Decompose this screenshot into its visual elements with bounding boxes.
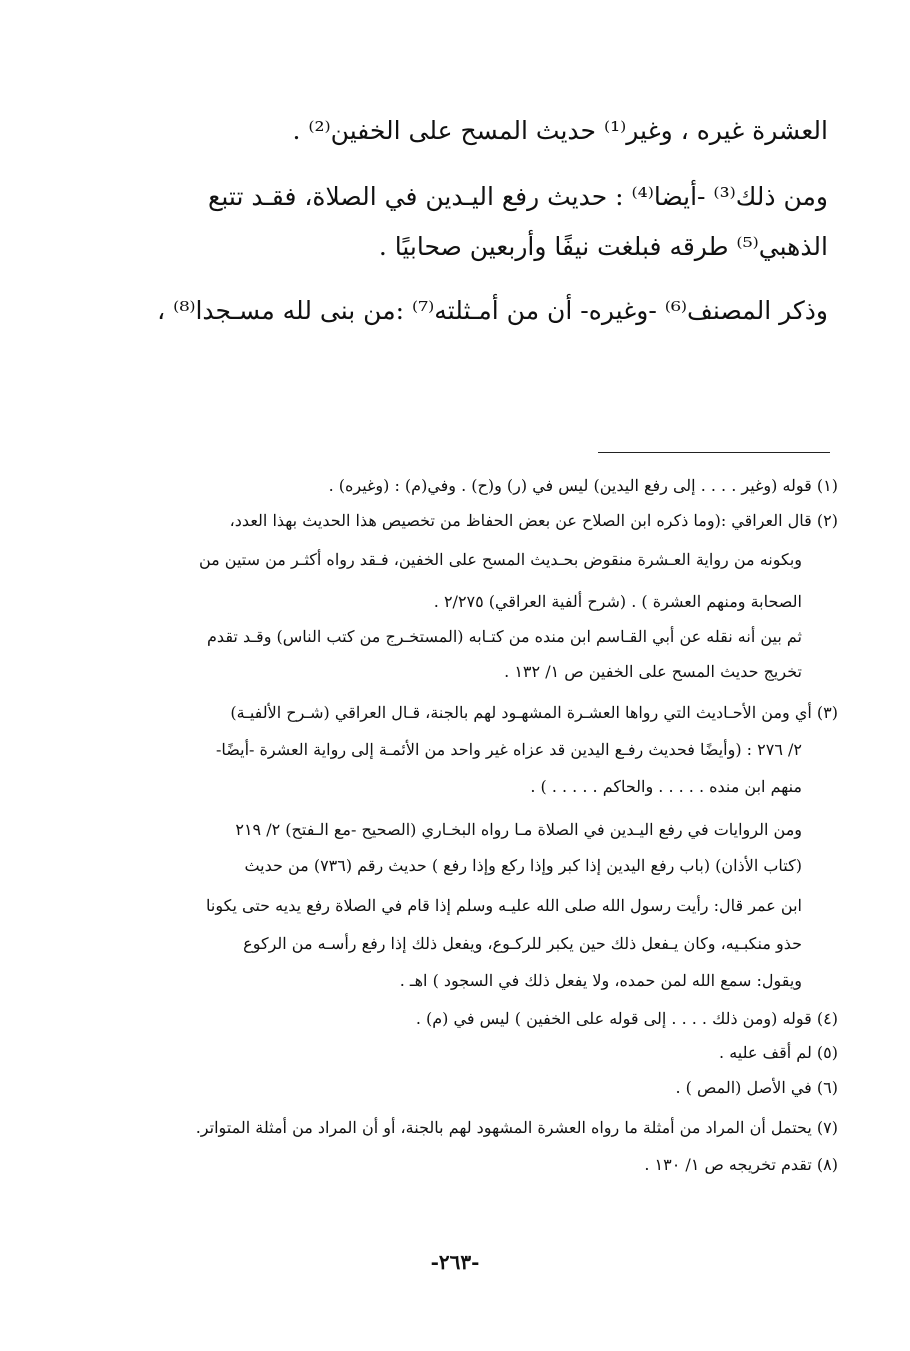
footnote-2-cont: الصحابة ومنهم العشرة ) . (شرح ألفية العراقي) ٢/٢٧٥ . <box>433 592 802 611</box>
footnote-3-cont: ابن عمر قال: رأيت رسول الله صلى الله عليـه وسلم إذا قام في الصلاة رفع يديه حتى يكونا <box>206 896 802 915</box>
main-text-line-4: وذكر المصنف⁽⁶⁾ -وغيره- أن من أمـثلته⁽⁷⁾ :من بنى لله مسـجدا⁽⁸⁾ ، <box>157 296 828 325</box>
footnote-4: (٤) قوله (ومن ذلك . . . . إلى قوله على الخفين ) ليس في (م) . <box>415 1009 838 1028</box>
footnote-3-cont: (كتاب الأذان) (باب رفع اليدين إذا كبر وإذا ركع وإذا رفع ) حديث رقم (٧٣٦) من حديث <box>244 856 802 875</box>
main-text-line-1: العشرة غيره ، وغير⁽¹⁾ حديث المسح على الخفين⁽²⁾ . <box>292 116 828 145</box>
footnote-3-cont: حذو منكبـيه، وكان يـفعل ذلك حين يكبر للركـوع، ويفعل ذلك إذا رفع رأسـه من الركوع <box>243 934 802 953</box>
page-number: -٢٦٣- <box>430 1250 480 1274</box>
main-text-line-2: ومن ذلك⁽³⁾ -أيضا⁽⁴⁾ : حديث رفع اليـدين في الصلاة، فقـد تتبع <box>208 182 828 211</box>
footnote-2-cont: وبكونه من رواية العـشرة منقوض بحـديث المسح على الخفين، فـقد رواه أكثـر من ستين من <box>198 550 802 569</box>
footnote-2-cont: ثم بين أنه نقله عن أبي القـاسم ابن منده من كتـابه (المستخـرج من كتب الناس) وقـد تقدم <box>207 627 802 646</box>
footnote-3-cont: ٢/ ٢٧٦ : (وأيضًا فحديث رفـع اليدين قد عزاه غير واحد من الأئمـة إلى رواية العشرة -أيضًا- <box>215 740 802 759</box>
footnote-7: (٧) يحتمل أن المراد من أمثلة ما رواه العشرة المشهود لهم بالجنة، أو أن المراد من أمثلة المتواتر. <box>195 1118 838 1137</box>
footnote-8: (٨) تقدم تخريجه ص ١/ ١٣٠ . <box>644 1155 838 1174</box>
main-text-line-3: الذهبي⁽⁵⁾ طرقه فبلغت نيفًا وأربعين صحابيًا . <box>378 232 828 261</box>
footnote-1: (١) قوله (وغير . . . . إلى رفع اليدين) ليس في (ر) و(ح) . وفي(م) : (وغيره) . <box>328 476 838 495</box>
footnote-6: (٦) في الأصل (المص ) . <box>675 1078 838 1097</box>
footnote-3-cont: ومن الروايات في رفع اليـدين في الصلاة مـا رواه البخـاري (الصحيح -مع الـفتح) ٢/ ٢١٩ <box>235 820 802 839</box>
footnote-3-cont: ويقول: سمع الله لمن حمده، ولا يفعل ذلك في السجود ) اهـ . <box>399 971 802 990</box>
footnote-divider <box>598 452 830 453</box>
footnote-2: (٢) قال العراقي :(وما ذكره ابن الصلاح عن بعض الحفاظ من تخصيص هذا الحديث بهذا العدد، <box>229 511 838 530</box>
footnote-2-cont: تخريج حديث المسح على الخفين ص ١/ ١٣٢ . <box>504 662 802 681</box>
footnote-5: (٥) لم أقف عليه . <box>719 1043 838 1062</box>
footnote-3: (٣) أي ومن الأحـاديث التي رواها العشـرة المشهـود لهم بالجنة، قـال العراقي (شـرح الألفيـة) <box>230 703 838 722</box>
footnote-3-cont: منهم ابن منده . . . . . والحاكم . . . . . ) . <box>530 777 802 796</box>
